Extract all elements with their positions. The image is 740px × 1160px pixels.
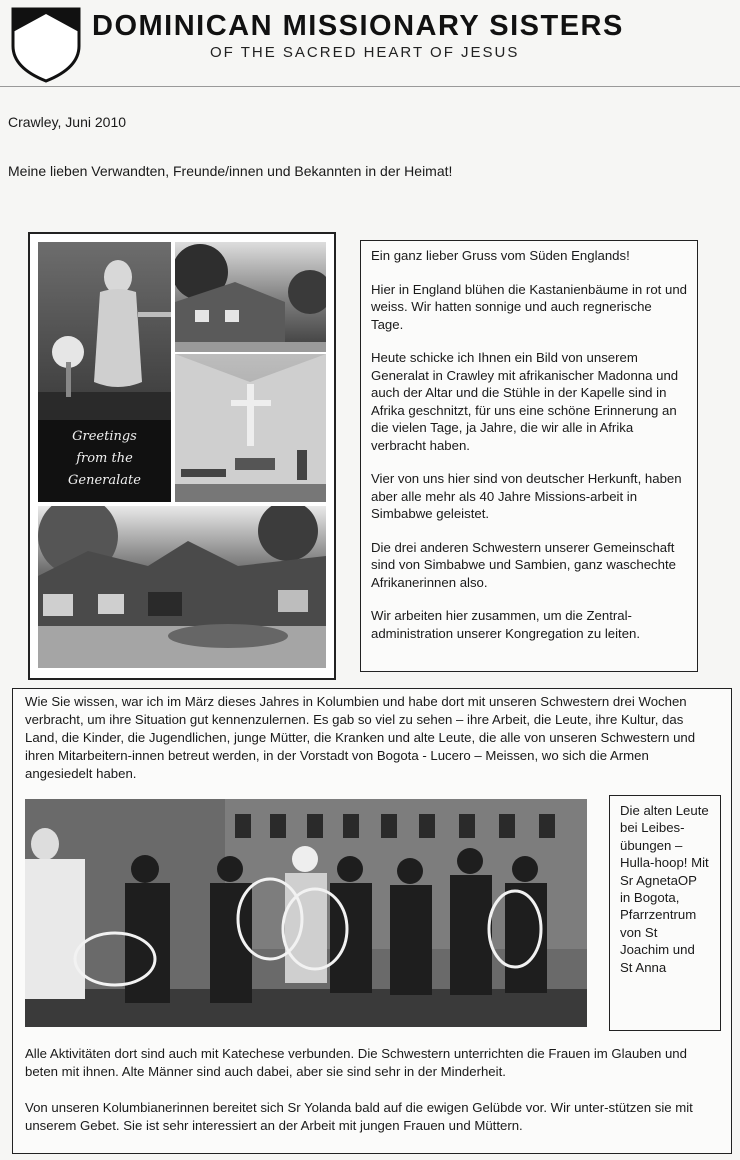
catechesis-paragraph: Alle Aktivitäten dort sind auch mit Katechese verbunden. Die Schwestern unterrichten die Frauen im Glauben und beten mit ihnen. Alte Männer sind auch dabei, aber sie sind sehr in der Minderheit. [25,1046,687,1079]
header-divider [0,86,740,87]
textbox-paragraph: Die drei anderen Schwestern unserer Gemeinschaft sind von Simbabwe und Sambien, ganz waschechte Afrikanerinnen also. [371,539,676,590]
postcard-caption-panel [38,420,171,502]
organization-title: DOMINICAN MISSIONARY SISTERS [92,10,624,42]
greeting-text-box [360,240,698,672]
textbox-paragraph: Hier in England blühen die Kastanienbäume in rot und weiss. Wir hatten sonnige und auch regnerische Tage. [371,281,687,332]
caption-line-2: from the [76,451,133,466]
textbox-paragraph: Wir arbeiten hier zusammen, um die Zentral-administration unserer Kongregation zu leiten. [371,608,641,641]
letter-greeting: Meine lieben Verwandten, Freunde/innen und Bekannten in der Heimat! [8,163,453,179]
madonna-statue-photo [38,242,171,420]
textbox-paragraph: Vier von uns hier sind von deutscher Herkunft, haben aber alle mehr als 40 Jahre Missions-arbeit in Simbabwe geleistet. [371,471,682,521]
generalate-building-photo [38,506,326,668]
colombia-report-box [12,688,732,1154]
colombia-intro: Wie Sie wissen, war ich im März dieses Jahres in Kolumbien und habe dort mit unseren Schwestern drei Wochen verbracht, um ihre Situation gut kennenzulernen. Es gab so viel zu sehen – ihre Arbeit, die Leute, ihre Kultur, das Land, die Kinder, die Jugendlichen, junge Mütter, die Kranken und alte Leute, die alle von unseren Schwestern und ihren Mitarbeitern-innen betreut werden, in der Vorstadt von Bogota - Lucero – Meissen, wo sich die Armen angesiedelt haben. [25,694,696,781]
organization-subtitle: OF THE SACRED HEART OF JESUS [210,44,520,61]
generalate-postcard [28,232,336,680]
letter-date: Crawley, Juni 2010 [8,114,127,130]
caption-line-1: Greetings [72,429,137,444]
textbox-paragraph: Heute schicke ich Ihnen ein Bild von unserem Generalat in Crawley mit afrikanischer Madonna und auch der Altar und die Stühle in der Kapelle sind in Afrika geschnitzt, für uns eine schöne Erinnerung an die vielen Tage, ja Jahre, die wir alle in Afrika verbracht haben. [371,350,679,453]
photo-caption-box [609,795,721,1031]
chapel-interior-photo [175,354,326,502]
caption-line-3: Generalate [68,473,141,488]
yolanda-paragraph: Von unseren Kolumbianerinnen bereitet sich Sr Yolanda bald auf die ewigen Gelübde vor. Wir unter-stützen sie mit unserem Gebet. Sie ist sehr interessiert an der Arbeit mit jungen Frauen und Müttern. [25,1100,693,1133]
shield-icon [10,6,82,84]
textbox-paragraph: Ein ganz lieber Gruss vom Süden Englands! [371,248,630,263]
photo-caption-text: Die alten Leute bei Leibes-übungen – Hulla-hoop! Mit Sr AgnetaOP in Bogota, Pfarrzentrum von St Joachim und St Anna [620,803,709,975]
hula-hoop-group-photo [25,799,587,1027]
generalate-house-photo [175,242,326,352]
